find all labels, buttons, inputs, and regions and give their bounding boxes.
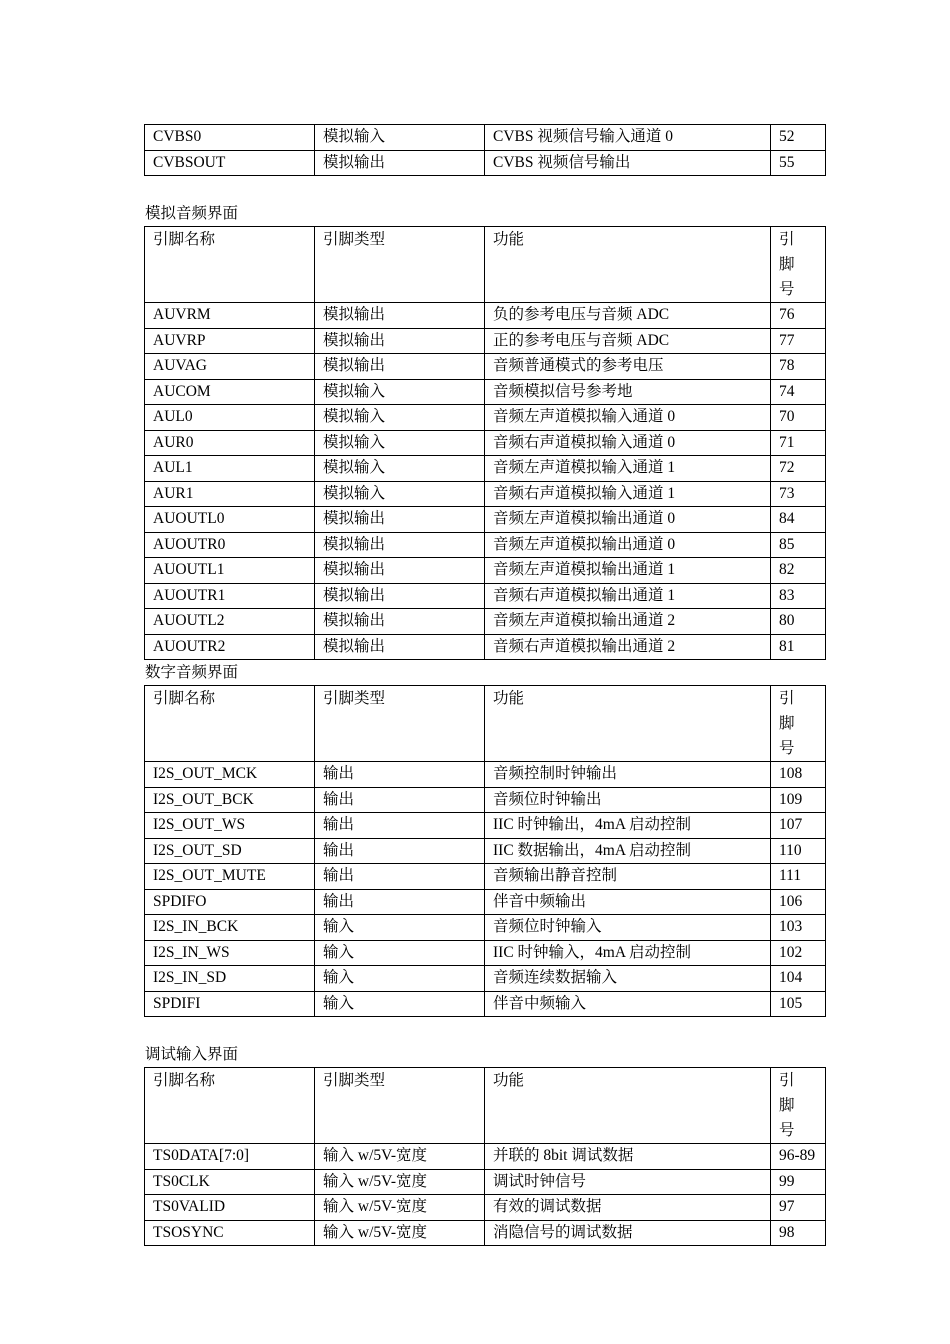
pin-name: AUOUTL1 (145, 558, 315, 584)
pin-function: 音频左声道模拟输出通道 0 (485, 532, 771, 558)
pin-name: AUOUTL0 (145, 507, 315, 533)
pin-function: 负的参考电压与音频 ADC (485, 303, 771, 329)
pin-name: AUL1 (145, 456, 315, 482)
pin-number: 111 (771, 864, 826, 890)
pin-function: IIC 时钟输出，4mA 启动控制 (485, 813, 771, 839)
pin-name: I2S_IN_BCK (145, 915, 315, 941)
table-row (145, 379, 826, 405)
header-pin-name: 引脚名称 (145, 227, 315, 303)
pin-name: I2S_OUT_WS (145, 813, 315, 839)
header-pin-type: 引脚类型 (315, 686, 485, 762)
pin-name: AUVRP (145, 328, 315, 354)
pin-name: AUVAG (145, 354, 315, 380)
pin-function: 音频位时钟输入 (485, 915, 771, 941)
pin-name: I2S_OUT_BCK (145, 787, 315, 813)
pin-type: 输入 (315, 991, 485, 1017)
pin-function: 音频右声道模拟输入通道 1 (485, 481, 771, 507)
pin-function: CVBS 视频信号输入通道 0 (485, 125, 771, 151)
pin-number: 106 (771, 889, 826, 915)
pin-function: 音频右声道模拟输入通道 0 (485, 430, 771, 456)
header-pin-number: 引 脚 号 (771, 227, 826, 303)
pin-type: 输入 w/5V-宽度 (315, 1169, 485, 1195)
pin-name: CVBS0 (145, 125, 315, 151)
table-row (145, 430, 826, 456)
table-row (145, 634, 826, 660)
pin-number: 96-89 (771, 1144, 826, 1170)
pin-number: 78 (771, 354, 826, 380)
table-row (145, 558, 826, 584)
pin-number: 73 (771, 481, 826, 507)
pin-number: 74 (771, 379, 826, 405)
table-row (145, 405, 826, 431)
header-pin-number: 引 脚 号 (771, 1068, 826, 1144)
pin-function: 消隐信号的调试数据 (485, 1220, 771, 1246)
pin-type: 输出 (315, 762, 485, 788)
table-row (145, 328, 826, 354)
pin-number: 110 (771, 838, 826, 864)
section-title-analog-audio: 模拟音频界面 (145, 205, 239, 222)
pin-type: 模拟输出 (315, 507, 485, 533)
table-row (145, 864, 826, 890)
pin-name: AUL0 (145, 405, 315, 431)
table-header-row (145, 227, 826, 303)
pin-name: AUOUTR2 (145, 634, 315, 660)
pin-function: IIC 数据输出，4mA 启动控制 (485, 838, 771, 864)
header-pin-name: 引脚名称 (145, 1068, 315, 1144)
pin-number: 102 (771, 940, 826, 966)
pin-type: 输出 (315, 889, 485, 915)
header-function: 功能 (485, 1068, 771, 1144)
table-row (145, 609, 826, 635)
pin-number: 85 (771, 532, 826, 558)
pin-function: 音频控制时钟输出 (485, 762, 771, 788)
pin-function: IIC 时钟输入，4mA 启动控制 (485, 940, 771, 966)
pin-function: 音频位时钟输出 (485, 787, 771, 813)
header-function: 功能 (485, 686, 771, 762)
pin-type: 模拟输入 (315, 456, 485, 482)
pin-function: 音频模拟信号参考地 (485, 379, 771, 405)
table-row (145, 915, 826, 941)
pin-type: 模拟输入 (315, 481, 485, 507)
pin-name: TS0DATA[7:0] (145, 1144, 315, 1170)
pin-function: 音频左声道模拟输入通道 1 (485, 456, 771, 482)
header-pin-number: 引 脚 号 (771, 686, 826, 762)
pin-name: AUCOM (145, 379, 315, 405)
pin-number: 104 (771, 966, 826, 992)
pin-function: 音频右声道模拟输出通道 2 (485, 634, 771, 660)
pin-number: 71 (771, 430, 826, 456)
pin-type: 模拟输出 (315, 354, 485, 380)
pin-name: I2S_IN_WS (145, 940, 315, 966)
pin-type: 模拟输入 (315, 379, 485, 405)
pin-type: 模拟输出 (315, 150, 485, 176)
pin-name: I2S_OUT_MCK (145, 762, 315, 788)
document-page (144, 124, 825, 1246)
pin-function: CVBS 视频信号输出 (485, 150, 771, 176)
pin-name: AUR0 (145, 430, 315, 456)
table-row (145, 966, 826, 992)
section-title-debug-input: 调试输入界面 (145, 1046, 239, 1063)
pin-type: 输入 (315, 966, 485, 992)
table-row (145, 507, 826, 533)
table-row (145, 889, 826, 915)
pin-name: I2S_OUT_MUTE (145, 864, 315, 890)
pin-number: 55 (771, 150, 826, 176)
pin-function: 正的参考电压与音频 ADC (485, 328, 771, 354)
header-function: 功能 (485, 227, 771, 303)
analog-audio-pin-table (144, 226, 826, 660)
header-pin-type: 引脚类型 (315, 227, 485, 303)
pin-number: 77 (771, 328, 826, 354)
pin-function: 调试时钟信号 (485, 1169, 771, 1195)
pin-function: 音频连续数据输入 (485, 966, 771, 992)
pin-number: 52 (771, 125, 826, 151)
pin-type: 输入 (315, 940, 485, 966)
table-row (145, 481, 826, 507)
table-header-row (145, 1068, 826, 1144)
spacer (144, 1017, 825, 1042)
pin-name: CVBSOUT (145, 150, 315, 176)
pin-function: 音频左声道模拟输出通道 2 (485, 609, 771, 635)
pin-type: 输入 (315, 915, 485, 941)
pin-type: 模拟输出 (315, 583, 485, 609)
table-row (145, 762, 826, 788)
pin-name: TS0CLK (145, 1169, 315, 1195)
table-row (145, 813, 826, 839)
pin-type: 模拟输入 (315, 125, 485, 151)
pin-function: 并联的 8bit 调试数据 (485, 1144, 771, 1170)
header-pin-name: 引脚名称 (145, 686, 315, 762)
pin-number: 98 (771, 1220, 826, 1246)
pin-function: 有效的调试数据 (485, 1195, 771, 1221)
pin-name: TS0VALID (145, 1195, 315, 1221)
pin-name: AUOUTR1 (145, 583, 315, 609)
table-row (145, 838, 826, 864)
table-row (145, 940, 826, 966)
table-row (145, 1195, 826, 1221)
pin-number: 83 (771, 583, 826, 609)
pin-name: AUOUTR0 (145, 532, 315, 558)
table-row (145, 787, 826, 813)
table-row (145, 532, 826, 558)
pin-number: 84 (771, 507, 826, 533)
pin-type: 模拟输入 (315, 430, 485, 456)
pin-type: 模拟输出 (315, 328, 485, 354)
table-row (145, 1220, 826, 1246)
debug-input-pin-table (144, 1067, 826, 1246)
pin-type: 输入 w/5V-宽度 (315, 1144, 485, 1170)
pin-number: 107 (771, 813, 826, 839)
pin-type: 模拟输出 (315, 558, 485, 584)
pin-number: 99 (771, 1169, 826, 1195)
pin-name: AUR1 (145, 481, 315, 507)
pin-type: 输出 (315, 813, 485, 839)
pin-type: 输出 (315, 838, 485, 864)
pin-function: 音频左声道模拟输出通道 1 (485, 558, 771, 584)
pin-number: 109 (771, 787, 826, 813)
pin-number: 105 (771, 991, 826, 1017)
pin-number: 97 (771, 1195, 826, 1221)
pin-name: TSOSYNC (145, 1220, 315, 1246)
section-title-digital-audio: 数字音频界面 (145, 664, 239, 681)
table-row (145, 125, 826, 151)
pin-number: 108 (771, 762, 826, 788)
pin-name: I2S_OUT_SD (145, 838, 315, 864)
table-row (145, 303, 826, 329)
header-pin-type: 引脚类型 (315, 1068, 485, 1144)
pin-function: 音频输出静音控制 (485, 864, 771, 890)
table-row (145, 583, 826, 609)
table-header-row (145, 686, 826, 762)
pin-number: 80 (771, 609, 826, 635)
pin-type: 输入 w/5V-宽度 (315, 1220, 485, 1246)
pin-number: 103 (771, 915, 826, 941)
spacer (144, 176, 825, 201)
pin-type: 输入 w/5V-宽度 (315, 1195, 485, 1221)
pin-name: SPDIFI (145, 991, 315, 1017)
pin-type: 模拟输出 (315, 532, 485, 558)
pin-function: 音频右声道模拟输出通道 1 (485, 583, 771, 609)
pin-function: 音频普通模式的参考电压 (485, 354, 771, 380)
pin-type: 模拟输出 (315, 609, 485, 635)
pin-number: 81 (771, 634, 826, 660)
pin-type: 输出 (315, 864, 485, 890)
pin-function: 音频左声道模拟输入通道 0 (485, 405, 771, 431)
pin-function: 音频左声道模拟输出通道 0 (485, 507, 771, 533)
digital-audio-pin-table (144, 685, 826, 1017)
table-row (145, 150, 826, 176)
pin-number: 76 (771, 303, 826, 329)
pin-function: 伴音中频输入 (485, 991, 771, 1017)
pin-name: AUVRM (145, 303, 315, 329)
pin-type: 模拟输出 (315, 634, 485, 660)
pin-number: 70 (771, 405, 826, 431)
table-row (145, 456, 826, 482)
pin-name: SPDIFO (145, 889, 315, 915)
pin-type: 模拟输出 (315, 303, 485, 329)
pin-name: AUOUTL2 (145, 609, 315, 635)
pin-function: 伴音中频输出 (485, 889, 771, 915)
table-row (145, 354, 826, 380)
pin-type: 模拟输入 (315, 405, 485, 431)
pin-number: 72 (771, 456, 826, 482)
pin-name: I2S_IN_SD (145, 966, 315, 992)
pin-type: 输出 (315, 787, 485, 813)
table-row (145, 1169, 826, 1195)
table-row (145, 1144, 826, 1170)
video-pin-table (144, 124, 826, 176)
table-row (145, 991, 826, 1017)
pin-number: 82 (771, 558, 826, 584)
